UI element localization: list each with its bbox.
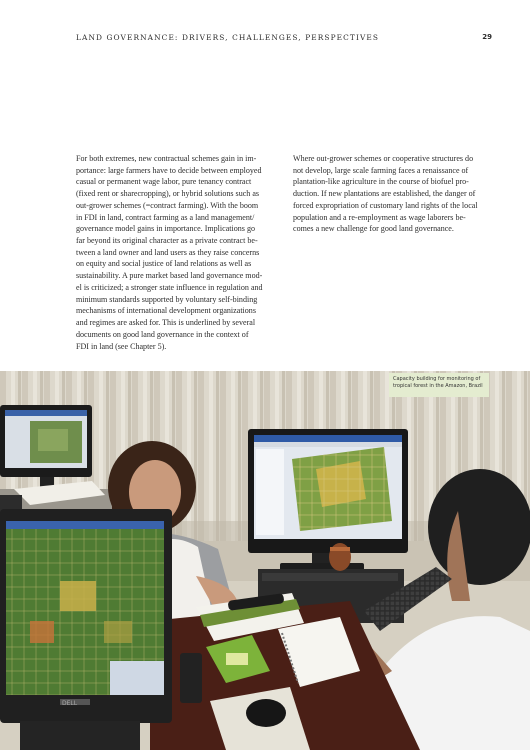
body-column-right (293, 153, 492, 235)
text-line: portance: large farmers have to decide between employed (76, 165, 262, 175)
text-line: casual or permanent wage labor, pure tenancy contract (76, 177, 252, 187)
text-line: and regimes are asked for. This is underlined by several (76, 318, 256, 328)
text-line: far beyond its original character as a private contract be- (76, 236, 258, 246)
monitor-back-left (0, 405, 92, 489)
caption-line: Capacity building for monitoring of (393, 376, 481, 382)
page-number: 29 (482, 33, 492, 41)
text-line: documents on good land governance in the context of (76, 329, 249, 339)
text-line: Where out-grower schemes or cooperative structures do (293, 154, 474, 163)
running-header (76, 33, 492, 45)
text-line: on equity and social justice of land relations as well as (76, 259, 252, 269)
monitor-center (248, 429, 408, 571)
text-line: comes a new challenge for good land governance. (293, 224, 454, 234)
text-line: For both extremes, new contractual schemes gain in im- (76, 154, 257, 163)
text-line: sustainability. A pure market based land governance mod- (76, 271, 263, 281)
text-line: forced expropriation of customary land rights of the local (293, 200, 478, 210)
text-line: in FDI in land, contract farming as a land management/ (76, 212, 255, 222)
text-line: duction. If new plantations are established, the danger of (293, 189, 476, 199)
text-line: minimum standards supported by voluntary self-binding (76, 294, 258, 304)
text-line: not develop, large scale farming faces a renaissance of (293, 165, 469, 175)
text-line: (fixed rent or sharecropping), or hybrid solutions such as (76, 189, 260, 199)
text-line: mechanisms of international development organizations (76, 306, 256, 316)
monitor-front-left (0, 509, 172, 750)
text-line: population and a re-employment as wage laborers be- (293, 212, 466, 222)
running-header-title: LAND GOVERNANCE: DRIVERS, CHALLENGES, PERSPECTIVES (76, 33, 380, 42)
monitor-brand-label: DELL (62, 700, 78, 707)
text-line: out-grower schemes (=contract farming). With the boom (76, 200, 259, 210)
text-line: governance model gains in importance. Implications go (76, 224, 255, 234)
caption-line: tropical forest in the Amazon, Brazil (393, 383, 483, 389)
text-line: tween a land owner and land users as they raise concerns (76, 247, 260, 257)
text-line: plantation-like agriculture in the course of biofuel pro- (293, 177, 469, 187)
text-line: FDI in land (see Chapter 5). (76, 341, 167, 351)
photo-caption (389, 373, 489, 397)
body-column-left (76, 153, 275, 352)
photo-capacity-building (0, 371, 530, 750)
text-line: el is criticized; a stronger state influence in regulation and (76, 282, 263, 292)
